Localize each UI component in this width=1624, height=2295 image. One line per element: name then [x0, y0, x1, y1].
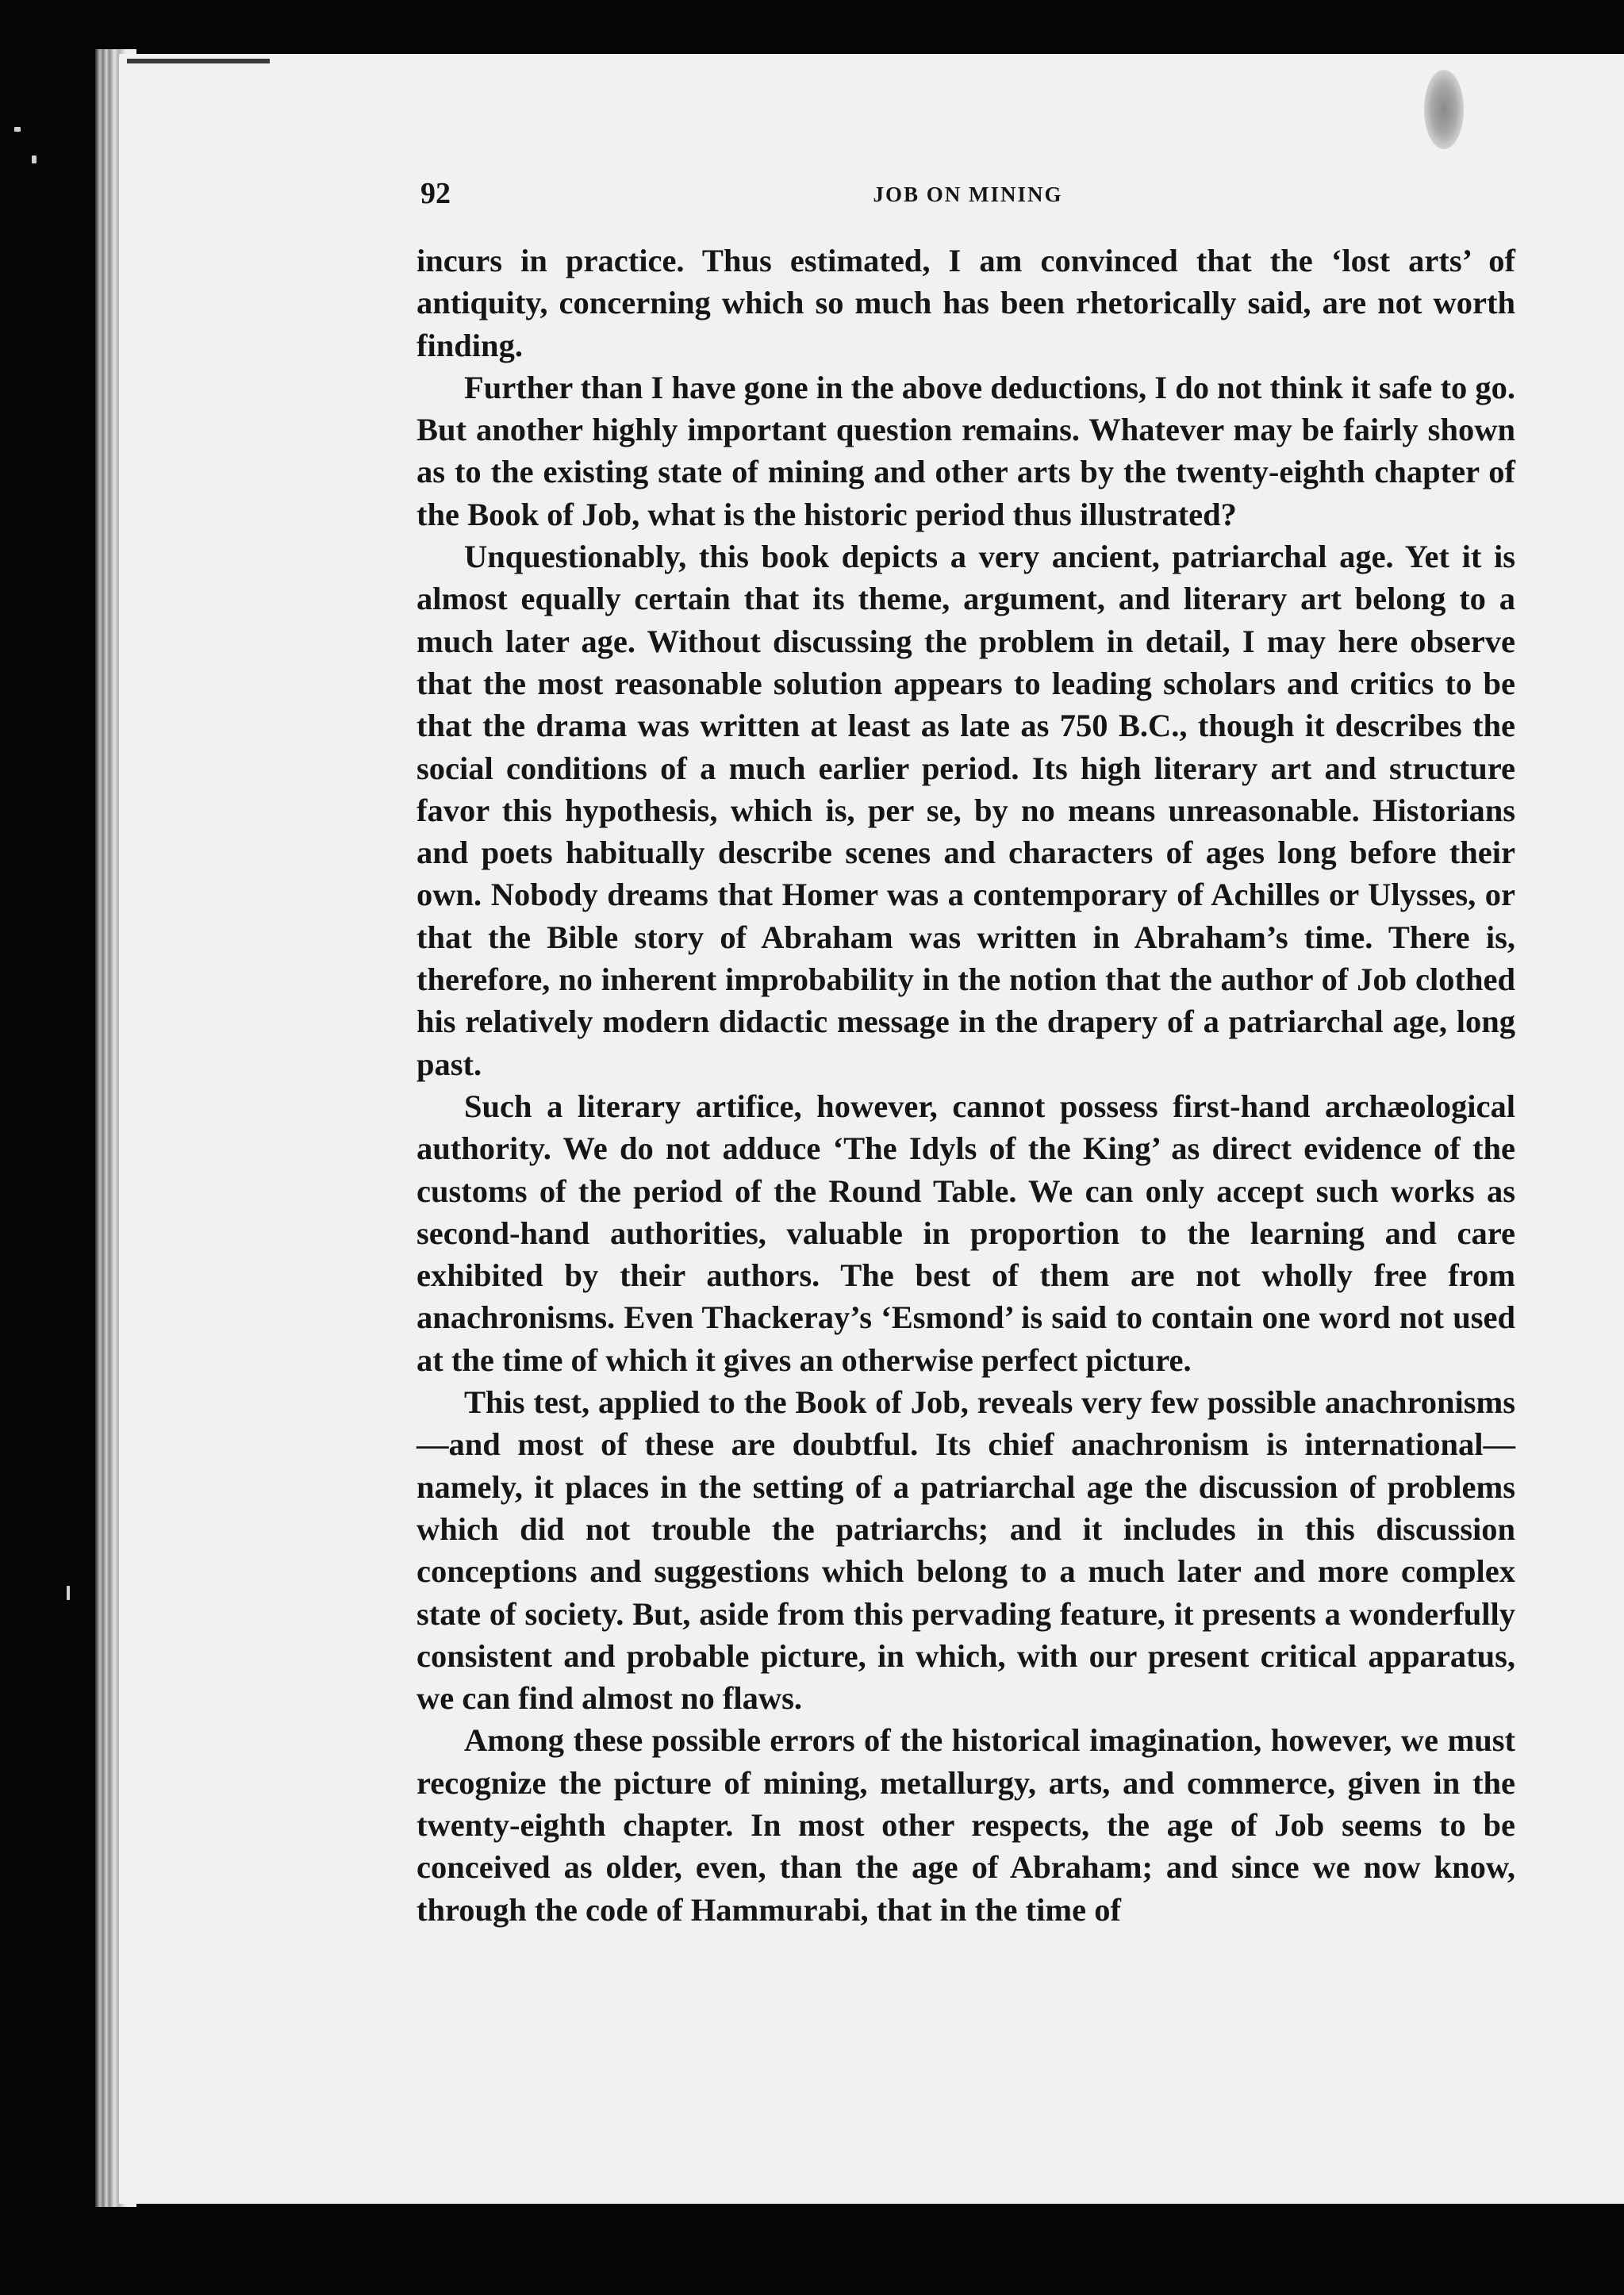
scan-speck: [32, 155, 36, 163]
paragraph: This test, applied to the Book of Job, reveals very few possible anachronisms—and most of these are doubtful. Its chief anachronism is international—namely, it places in the setting of a patriarchal age the discussion of problems which did not trouble the patriarchs; and it includes in this discussion conceptions and suggestions which belong to a much later and more complex state of society. But, aside from this pervading feature, it presents a wonderfully consistent and probable picture, in which, with our present critical apparatus, we can find almost no flaws.: [417, 1384, 1515, 1717]
paragraph: incurs in practice. Thus estimated, I am convinced that the ‘lost arts’ of antiquity, concerning which so much has been rhetorically said, are not worth finding.: [417, 243, 1515, 363]
scan-speck: [14, 127, 21, 132]
paragraph: Among these possible errors of the historical imagination, however, we must recognize the picture of mining, metallurgy, arts, and commerce, given in the twenty-eighth chapter. In most other respects, the age of Job seems to be conceived as older, even, than the age of Abraham; and since we now know, through the code of Hammurabi, that in the time of: [417, 1722, 1515, 1928]
page-number: 92: [420, 177, 451, 210]
paragraph: Unquestionably, this book depicts a very ancient, patriarchal age. Yet it is almost equally certain that its theme, argument, and literary art belong to a much later age. Without discussing the problem in detail, I may here observe that the most reasonable solution appears to leading scholars and critics to be that the drama was written at least as late as 750 B.C., though it describes the social conditions of a much earlier period. Its high literary art and structure favor this hypothesis, which is, per se, by no means unreasonable. Historians and poets habitually describe scenes and characters of ages long before their own. Nobody dreams that Homer was a contemporary of Achilles or Ulysses, or that the Bible story of Abraham was written in Abraham’s time. There is, therefore, no inherent improbability in the notion that the author of Job clothed his relatively modern didactic message in the drapery of a patriarchal age, long past.: [417, 539, 1515, 1082]
paper-blemish: [1424, 70, 1464, 149]
body-text: [417, 240, 1515, 1931]
paragraph: Further than I have gone in the above deductions, I do not think it safe to go. But another highly important question remains. Whatever may be fairly shown as to the existing state of mining and other arts by the twenty-eighth chapter of the Book of Job, what is the historic period thus illustrated?: [417, 369, 1515, 532]
page-top-shadow: [127, 59, 270, 63]
running-head: JOB ON MINING: [873, 182, 1063, 206]
paragraph: Such a literary artifice, however, cannot possess first-hand archæological authority. We do not adduce ‘The Idyls of the King’ as direct evidence of the customs of the period of the Round Table. We can only accept such works as second-hand authorities, valuable in proportion to the learning and care exhibited by their authors. The best of them are not wholly free from anachronisms. Even Thackeray’s ‘Esmond’ is said to contain one word not used at the time of which it gives an otherwise perfect picture.: [417, 1088, 1515, 1378]
page-header: [420, 176, 1515, 208]
scan-speck: [67, 1586, 70, 1600]
